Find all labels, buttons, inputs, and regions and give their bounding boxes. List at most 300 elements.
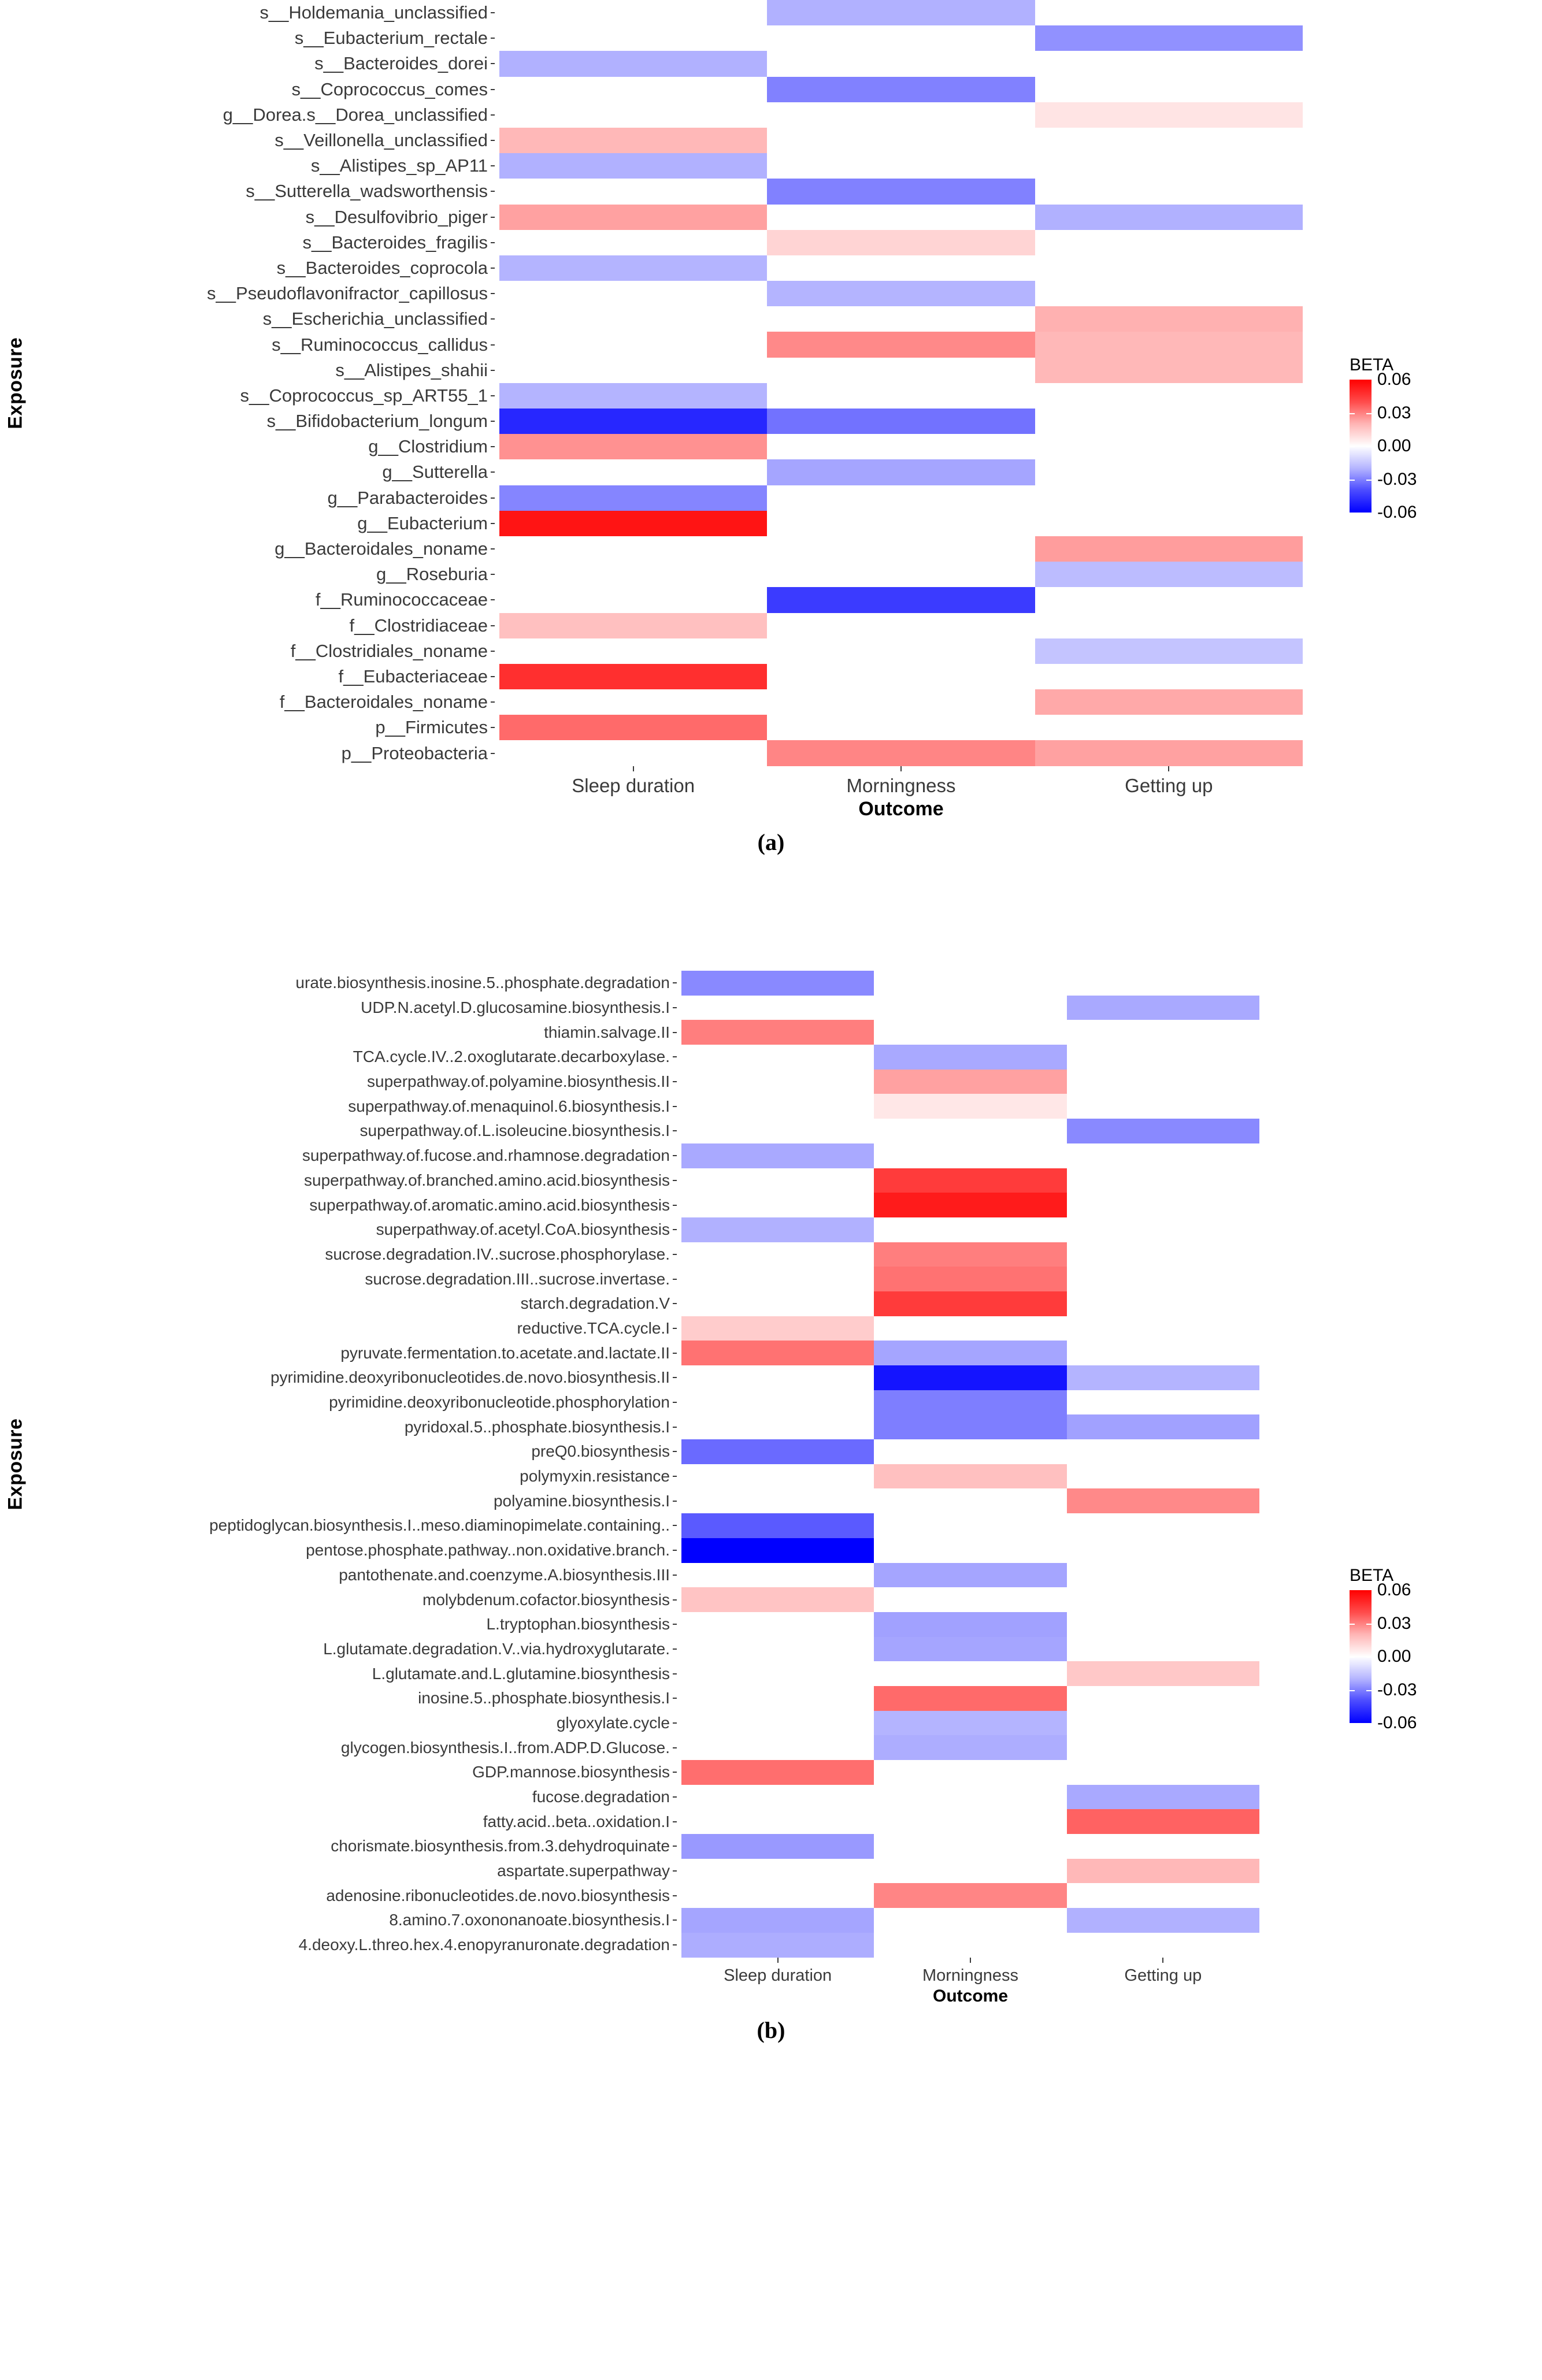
legend-tick-labels <box>1377 1580 1447 1732</box>
y-tick-label-text: glyoxylate.cycle <box>556 1713 670 1732</box>
heatmap-cell <box>767 25 1035 51</box>
heatmap-row <box>499 0 1303 25</box>
y-tick-mark <box>491 242 495 243</box>
heatmap-cell <box>1067 1809 1259 1834</box>
y-tick-label-text: g__Clostridium <box>368 436 488 457</box>
heatmap-cell <box>874 1267 1066 1291</box>
heatmap-cell <box>1035 332 1303 357</box>
y-tick-mark <box>491 89 495 90</box>
panel-b-y-axis-title: Exposure <box>4 1418 27 1510</box>
panel-a <box>0 0 1542 971</box>
y-tick-label <box>31 1267 681 1291</box>
y-tick-label <box>31 1563 681 1588</box>
heatmap-row <box>499 638 1303 664</box>
y-tick-label-text: s__Ruminococcus_callidus <box>272 334 488 355</box>
heatmap-cell <box>767 332 1035 357</box>
y-tick-mark <box>491 318 495 320</box>
heatmap-cell <box>874 1933 1066 1958</box>
y-tick-label-text: s__Veillonella_unclassified <box>275 130 488 151</box>
y-tick-label <box>31 1316 681 1341</box>
y-tick-label <box>31 1587 681 1612</box>
heatmap-cell <box>499 255 767 281</box>
heatmap-cell <box>499 485 767 511</box>
y-tick-label <box>31 1119 681 1143</box>
y-tick-mark <box>673 1254 677 1255</box>
y-tick-label-text: g__Parabacteroides <box>327 487 488 508</box>
heatmap-row <box>681 1908 1259 1933</box>
legend-tick-label: 0.00 <box>1377 436 1411 455</box>
heatmap-cell <box>874 1439 1066 1464</box>
heatmap-cell <box>1035 434 1303 459</box>
heatmap-cell <box>1067 1464 1259 1489</box>
legend-bar-tick <box>1366 1690 1372 1691</box>
legend-body <box>1350 370 1447 522</box>
y-tick-label-text: f__Clostridiales_noname <box>290 640 488 661</box>
panel-b <box>0 971 1542 2380</box>
heatmap-cell <box>767 664 1035 689</box>
heatmap-cell <box>1067 1735 1259 1760</box>
heatmap-cell <box>1067 1637 1259 1662</box>
y-tick-mark <box>673 1451 677 1452</box>
y-tick-mark <box>673 1501 677 1502</box>
y-tick-label <box>31 25 499 51</box>
heatmap-cell <box>499 536 767 562</box>
y-tick-label <box>31 1612 681 1637</box>
heatmap-cell <box>1067 1760 1259 1785</box>
y-tick-mark <box>673 1032 677 1033</box>
y-tick-label <box>31 358 499 383</box>
heatmap-cell <box>499 205 767 230</box>
heatmap-row <box>681 1785 1259 1810</box>
heatmap-cell <box>874 1365 1066 1390</box>
heatmap-cell <box>1035 205 1303 230</box>
y-tick-label-text: pyridoxal.5..phosphate.biosynthesis.I <box>404 1417 670 1436</box>
y-tick-mark <box>673 1550 677 1551</box>
y-tick-label-text: superpathway.of.menaquinol.6.biosynthesis.I <box>348 1097 670 1115</box>
heatmap-row <box>499 740 1303 766</box>
y-tick-label <box>31 1070 681 1094</box>
heatmap-row <box>681 1834 1259 1859</box>
panel-b-body <box>0 971 1542 1958</box>
legend-tick-label: 0.06 <box>1377 370 1411 389</box>
heatmap-cell <box>874 1390 1066 1415</box>
panel-a-y-tick-labels <box>31 0 499 766</box>
y-tick-label-text: L.glutamate.and.L.glutamine.biosynthesis <box>372 1664 670 1683</box>
y-tick-label-text: p__Proteobacteria <box>341 742 488 763</box>
heatmap-row <box>681 1513 1259 1538</box>
heatmap-cell <box>499 689 767 715</box>
heatmap-cell <box>1067 1538 1259 1563</box>
y-tick-label-text: s__Bacteroides_dorei <box>314 53 488 74</box>
y-tick-label-text: s__Desulfovibrio_piger <box>305 206 488 227</box>
heatmap-row <box>681 1291 1259 1316</box>
heatmap-row <box>681 1883 1259 1908</box>
y-tick-label <box>31 1735 681 1760</box>
heatmap-cell <box>1067 1020 1259 1045</box>
heatmap-cell <box>1067 1143 1259 1168</box>
panel-a-x-axis <box>499 766 1542 797</box>
heatmap-row <box>499 205 1303 230</box>
heatmap-row <box>681 1341 1259 1365</box>
heatmap-cell <box>767 0 1035 25</box>
y-tick-label <box>31 153 499 179</box>
heatmap-cell <box>499 281 767 306</box>
heatmap-cell <box>499 715 767 740</box>
y-tick-label-text: superpathway.of.L.isoleucine.biosynthesis.I <box>359 1122 670 1140</box>
heatmap-cell <box>1067 1587 1259 1612</box>
legend-bar-tick <box>1366 446 1372 447</box>
heatmap-cell <box>1035 51 1303 76</box>
heatmap-row <box>681 1686 1259 1711</box>
heatmap-row <box>499 689 1303 715</box>
y-tick-mark <box>491 625 495 626</box>
heatmap-cell <box>767 153 1035 179</box>
heatmap-cell <box>1067 1908 1259 1933</box>
y-tick-label-text: reductive.TCA.cycle.I <box>517 1319 670 1337</box>
y-tick-mark <box>491 395 495 396</box>
heatmap-cell <box>1035 230 1303 255</box>
panel-a-x-axis-title: Outcome <box>858 797 944 820</box>
y-tick-label <box>31 1464 681 1489</box>
y-tick-label-text: g__Sutterella <box>382 462 488 482</box>
y-tick-label-text: starch.degradation.V <box>520 1294 670 1313</box>
y-tick-label <box>31 1538 681 1563</box>
heatmap-cell <box>874 1711 1066 1736</box>
heatmap-cell <box>1035 485 1303 511</box>
y-tick-label <box>31 51 499 76</box>
heatmap-cell <box>681 996 874 1020</box>
heatmap-cell <box>874 1859 1066 1884</box>
heatmap-cell <box>681 1908 874 1933</box>
x-tick-mark <box>970 1958 971 1963</box>
heatmap-cell <box>1035 358 1303 383</box>
heatmap-cell <box>499 128 767 153</box>
heatmap-cell <box>767 77 1035 102</box>
heatmap-cell <box>767 715 1035 740</box>
x-tick-label: Morningness <box>922 1966 1018 1985</box>
y-tick-label-text: peptidoglycan.biosynthesis.I..meso.diaminopimelate.containing.. <box>209 1516 670 1535</box>
heatmap-row <box>499 434 1303 459</box>
heatmap-cell <box>681 1439 874 1464</box>
heatmap-cell <box>1035 102 1303 128</box>
panel-b-x-axis-title: Outcome <box>932 1986 1009 2006</box>
y-tick-label <box>31 128 499 153</box>
heatmap-cell <box>1035 562 1303 587</box>
heatmap-cell <box>499 102 767 128</box>
y-tick-label-text: s__Alistipes_sp_AP11 <box>310 155 488 176</box>
heatmap-cell <box>681 1020 874 1045</box>
heatmap-row <box>681 1735 1259 1760</box>
heatmap-cell <box>874 1612 1066 1637</box>
y-tick-label-text: superpathway.of.acetyl.CoA.biosynthesis <box>376 1220 670 1239</box>
x-tick <box>767 766 1035 797</box>
y-tick-label-text: pantothenate.and.coenzyme.A.biosynthesis.III <box>339 1565 670 1584</box>
heatmap-row <box>681 1070 1259 1094</box>
y-tick-mark <box>673 1599 677 1601</box>
heatmap-cell <box>767 281 1035 306</box>
heatmap-row <box>681 1242 1259 1267</box>
heatmap-row <box>499 511 1303 536</box>
heatmap-row <box>681 1045 1259 1070</box>
heatmap-cell <box>681 1193 874 1217</box>
heatmap-row <box>499 587 1303 612</box>
heatmap-cell <box>681 1217 874 1242</box>
heatmap-row <box>681 1390 1259 1415</box>
y-tick-mark <box>673 1377 677 1378</box>
y-tick-mark <box>673 1747 677 1748</box>
y-tick-label-text: s__Coprococcus_comes <box>291 79 488 99</box>
heatmap-cell <box>874 1341 1066 1365</box>
y-tick-label-text: s__Bacteroides_coprocola <box>276 257 488 278</box>
legend-tick-label: 0.03 <box>1377 403 1411 422</box>
heatmap-cell <box>499 25 767 51</box>
x-tick <box>1067 1958 1259 1985</box>
heatmap-cell <box>681 1242 874 1267</box>
heatmap-cell <box>874 1785 1066 1810</box>
heatmap-cell <box>681 1168 874 1193</box>
heatmap-cell <box>1067 1119 1259 1143</box>
y-tick-mark <box>491 12 495 13</box>
y-tick-mark <box>673 1673 677 1674</box>
heatmap-cell <box>681 1637 874 1662</box>
heatmap-row <box>499 102 1303 128</box>
y-tick-label <box>31 409 499 434</box>
y-tick-mark <box>491 727 495 728</box>
y-tick-label <box>31 1094 681 1119</box>
y-tick-mark <box>491 165 495 166</box>
y-tick-label <box>31 383 499 409</box>
panel-b-x-axis <box>681 1958 1542 1985</box>
y-tick-mark <box>491 344 495 346</box>
heatmap-cell <box>681 1094 874 1119</box>
y-tick-label <box>31 1933 681 1958</box>
x-tick <box>499 766 767 797</box>
heatmap-cell <box>1067 1341 1259 1365</box>
heatmap-cell <box>1035 689 1303 715</box>
heatmap-cell <box>1067 1291 1259 1316</box>
heatmap-row <box>499 383 1303 409</box>
y-tick-mark <box>491 523 495 524</box>
heatmap-cell <box>681 1538 874 1563</box>
panel-b-caption: (b) <box>757 2017 785 2043</box>
y-tick-mark <box>673 1353 677 1354</box>
y-tick-label <box>31 306 499 332</box>
y-tick-label <box>31 740 499 766</box>
y-tick-label <box>31 587 499 612</box>
heatmap-cell <box>1067 1859 1259 1884</box>
heatmap-cell <box>874 996 1066 1020</box>
heatmap-cell <box>1067 1488 1259 1513</box>
heatmap-row <box>681 1168 1259 1193</box>
y-tick-label-text: L.tryptophan.biosynthesis <box>486 1615 670 1633</box>
y-tick-label <box>31 613 499 638</box>
y-tick-mark <box>491 446 495 447</box>
heatmap-cell <box>874 1488 1066 1513</box>
heatmap-cell <box>499 230 767 255</box>
y-tick-label <box>31 1809 681 1834</box>
legend-bar-tick <box>1350 1624 1355 1625</box>
y-tick-label <box>31 1908 681 1933</box>
heatmap-row <box>681 1094 1259 1119</box>
y-tick-label <box>31 1341 681 1365</box>
y-tick-label <box>31 1365 681 1390</box>
heatmap-cell <box>874 1513 1066 1538</box>
heatmap-cell <box>1067 1217 1259 1242</box>
heatmap-cell <box>1067 1711 1259 1736</box>
heatmap-cell <box>1035 715 1303 740</box>
x-tick <box>1035 766 1303 797</box>
heatmap-cell <box>499 306 767 332</box>
heatmap-cell <box>1067 1563 1259 1588</box>
heatmap-row <box>499 358 1303 383</box>
y-tick-label <box>31 1168 681 1193</box>
y-tick-label-text: aspartate.superpathway <box>497 1862 670 1880</box>
heatmap-cell <box>499 383 767 409</box>
heatmap-row <box>681 1414 1259 1439</box>
heatmap-row <box>499 613 1303 638</box>
heatmap-cell <box>1067 1094 1259 1119</box>
y-tick-label-text: GDP.mannose.biosynthesis <box>472 1763 670 1781</box>
heatmap-row <box>681 1612 1259 1637</box>
heatmap-row <box>681 1488 1259 1513</box>
heatmap-cell <box>874 1143 1066 1168</box>
heatmap-cell <box>1035 613 1303 638</box>
y-tick-mark <box>491 268 495 269</box>
heatmap-cell <box>1067 971 1259 996</box>
heatmap-cell <box>874 1760 1066 1785</box>
y-tick-label <box>31 1834 681 1859</box>
heatmap-cell <box>681 1612 874 1637</box>
heatmap-cell <box>1067 1193 1259 1217</box>
heatmap-cell <box>1035 0 1303 25</box>
y-tick-mark <box>673 1402 677 1403</box>
y-tick-label-text: 8.amino.7.oxononanoate.biosynthesis.I <box>389 1911 670 1929</box>
heatmap-cell <box>767 587 1035 612</box>
y-tick-mark <box>673 1821 677 1822</box>
heatmap-cell <box>681 1686 874 1711</box>
x-tick-label: Sleep duration <box>572 774 695 796</box>
y-tick-label <box>31 434 499 459</box>
heatmap-cell <box>874 971 1066 996</box>
y-tick-label <box>31 1488 681 1513</box>
heatmap-cell <box>681 1809 874 1834</box>
heatmap-cell <box>874 1020 1066 1045</box>
heatmap-cell <box>499 51 767 76</box>
heatmap-cell <box>1035 255 1303 281</box>
heatmap-cell <box>681 1341 874 1365</box>
panel-a-y-axis-title: Exposure <box>4 337 27 429</box>
y-tick-label-text: s__Bacteroides_fragilis <box>302 232 488 253</box>
y-tick-label-text: s__Pseudoflavonifractor_capillosus <box>207 283 488 304</box>
y-tick-label <box>31 179 499 204</box>
y-tick-mark <box>673 1919 677 1921</box>
heatmap-cell <box>499 358 767 383</box>
y-tick-label <box>31 1439 681 1464</box>
y-tick-mark <box>491 217 495 218</box>
heatmap-cell <box>874 1809 1066 1834</box>
heatmap-cell <box>681 1735 874 1760</box>
y-tick-mark <box>673 1007 677 1008</box>
legend-bar-tick <box>1366 1624 1372 1625</box>
y-tick-label <box>31 1760 681 1785</box>
heatmap-cell <box>1035 77 1303 102</box>
heatmap-row <box>681 1020 1259 1045</box>
heatmap-row <box>681 996 1259 1020</box>
y-tick-mark <box>673 1944 677 1945</box>
heatmap-cell <box>874 1316 1066 1341</box>
y-tick-label <box>31 971 681 996</box>
heatmap-row <box>499 51 1303 76</box>
heatmap-cell <box>1035 128 1303 153</box>
legend-tick-label: 0.00 <box>1377 1647 1411 1666</box>
heatmap-cell <box>767 409 1035 434</box>
y-tick-label-text: s__Sutterella_wadsworthensis <box>246 181 488 202</box>
y-tick-label-text: f__Ruminococcaceae <box>315 589 488 610</box>
x-tick-label: Getting up <box>1125 774 1213 796</box>
y-tick-label-text: adenosine.ribonucleotides.de.novo.biosynthesis <box>326 1886 670 1904</box>
heatmap-row <box>499 77 1303 102</box>
y-tick-mark <box>673 1476 677 1477</box>
heatmap-cell <box>681 1563 874 1588</box>
heatmap-row <box>499 459 1303 485</box>
y-tick-mark <box>491 676 495 677</box>
heatmap-cell <box>767 51 1035 76</box>
heatmap-row <box>681 1809 1259 1834</box>
heatmap-cell <box>874 1464 1066 1489</box>
heatmap-cell <box>681 1883 874 1908</box>
heatmap-row <box>499 255 1303 281</box>
heatmap-cell <box>1067 1439 1259 1464</box>
heatmap-cell <box>767 511 1035 536</box>
y-tick-mark <box>673 1155 677 1156</box>
y-tick-label-text: chorismate.biosynthesis.from.3.dehydroquinate <box>331 1837 670 1855</box>
heatmap-cell <box>767 459 1035 485</box>
heatmap-cell <box>499 409 767 434</box>
heatmap-cell <box>1067 1070 1259 1094</box>
heatmap-cell <box>874 1908 1066 1933</box>
y-tick-mark <box>673 1427 677 1428</box>
heatmap-cell <box>1067 1045 1259 1070</box>
heatmap-row <box>681 1439 1259 1464</box>
y-tick-mark <box>491 191 495 192</box>
y-tick-label-text: superpathway.of.aromatic.amino.acid.biosynthesis <box>309 1195 670 1214</box>
heatmap-cell <box>874 1242 1066 1267</box>
heatmap-cell <box>499 587 767 612</box>
y-tick-label-text: s__Holdemania_unclassified <box>260 2 488 23</box>
y-tick-label-text: f__Bacteroidales_noname <box>279 692 488 712</box>
heatmap-cell <box>1035 587 1303 612</box>
y-tick-mark <box>491 574 495 575</box>
heatmap-row <box>681 1143 1259 1168</box>
heatmap-cell <box>681 1414 874 1439</box>
heatmap-cell <box>681 1119 874 1143</box>
y-tick-label <box>31 664 499 689</box>
panel-a-legend <box>1350 355 1447 522</box>
heatmap-row <box>681 1464 1259 1489</box>
x-tick <box>874 1958 1066 1985</box>
y-tick-label-text: p__Firmicutes <box>375 717 488 738</box>
heatmap-cell <box>1067 1661 1259 1686</box>
y-tick-label-text: L.glutamate.degradation.V..via.hydroxyglutarate. <box>323 1639 670 1658</box>
heatmap-cell <box>767 306 1035 332</box>
y-tick-label <box>31 255 499 281</box>
heatmap-row <box>499 281 1303 306</box>
heatmap-row <box>499 664 1303 689</box>
heatmap-row <box>499 409 1303 434</box>
y-tick-label <box>31 1414 681 1439</box>
heatmap-cell <box>767 485 1035 511</box>
heatmap-cell <box>874 1661 1066 1686</box>
